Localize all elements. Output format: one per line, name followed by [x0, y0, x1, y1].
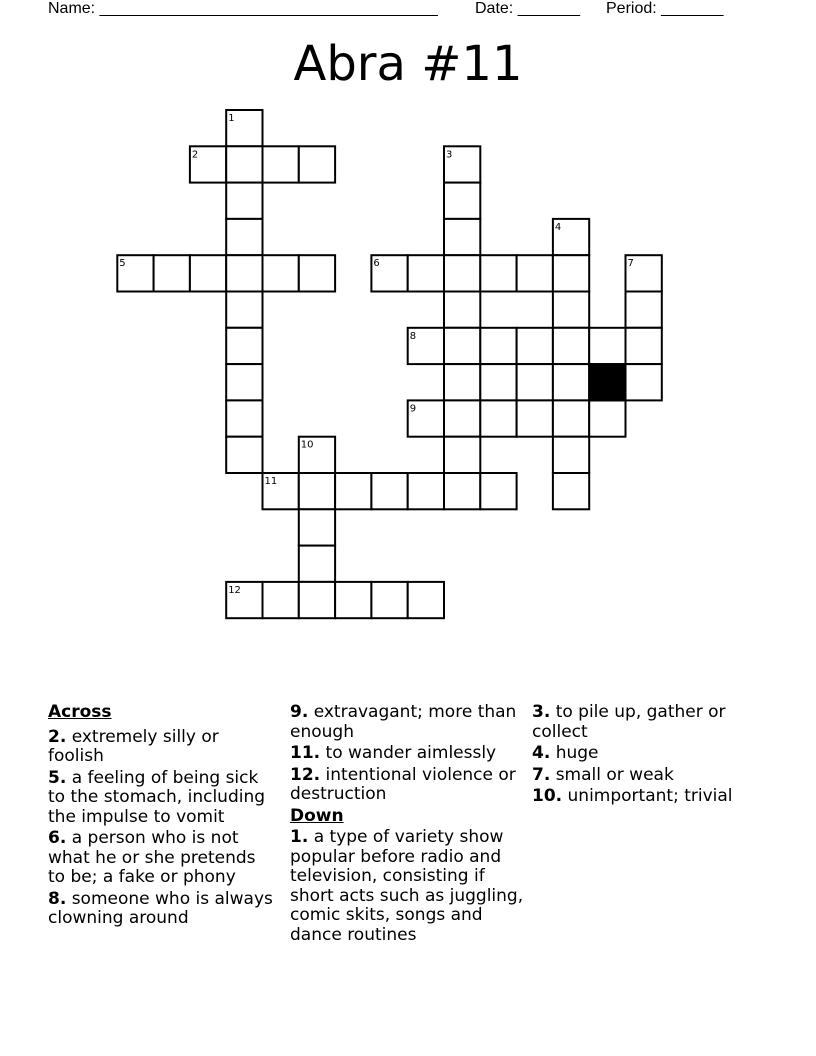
grid-cell[interactable] — [299, 473, 335, 509]
grid-cell[interactable] — [553, 255, 589, 291]
grid-cell[interactable] — [154, 255, 190, 291]
clue-number: 3. — [532, 702, 551, 722]
grid-cell[interactable] — [371, 473, 407, 509]
grid-cell[interactable] — [226, 183, 262, 219]
grid-cell[interactable] — [444, 473, 480, 509]
grid-cell[interactable] — [408, 473, 444, 509]
clue-item — [532, 744, 762, 764]
grid-cell[interactable] — [299, 582, 335, 618]
clue-number: 10. — [532, 786, 563, 806]
clues-column-3 — [532, 703, 762, 809]
clue-item — [48, 829, 276, 888]
grid-cell[interactable] — [480, 400, 516, 436]
across-heading: Across — [48, 702, 112, 722]
cell-number: 3 — [446, 149, 453, 161]
grid-cell[interactable] — [553, 328, 589, 364]
clue-text: small or weak — [550, 764, 674, 785]
grid-cell[interactable] — [626, 292, 662, 328]
grid-cell[interactable] — [480, 328, 516, 364]
grid-cell[interactable] — [444, 183, 480, 219]
grid-cell[interactable] — [444, 292, 480, 328]
clue-number: 5. — [48, 767, 67, 788]
cell-number: 11 — [264, 476, 278, 487]
grid-cell[interactable] — [444, 328, 480, 364]
grid-cell[interactable] — [480, 473, 516, 509]
clue-number: 6. — [48, 828, 67, 848]
grid-cell[interactable] — [553, 437, 589, 473]
grid-cell[interactable] — [299, 509, 335, 545]
grid-cell[interactable] — [299, 255, 335, 291]
grid-cell[interactable] — [263, 146, 299, 182]
cell-number: 9 — [409, 403, 417, 415]
grid-cell[interactable] — [335, 473, 371, 509]
clue-item — [290, 828, 528, 945]
cell-number: 6 — [373, 258, 380, 270]
clue-item — [532, 787, 762, 807]
clue-number: 2. — [48, 726, 67, 747]
period-field[interactable]: Period: _______ — [606, 0, 724, 17]
grid-cell[interactable] — [517, 364, 553, 400]
cell-number: 7 — [627, 258, 634, 270]
grid-cell[interactable] — [444, 400, 480, 436]
cell-number: 5 — [119, 258, 126, 270]
down-heading: Down — [290, 805, 344, 826]
grid-cell[interactable] — [226, 292, 262, 328]
clue-number: 12. — [290, 764, 321, 785]
grid-cell[interactable] — [263, 255, 299, 291]
clue-text: a type of variety show popular before radio and television, consisting if short acts such as juggling, comic skits, songs and dance routines — [290, 827, 529, 945]
clue-text: a person who is not what he or she pretends to be; a fake or phony — [48, 828, 261, 887]
clues-column-1 — [48, 702, 279, 931]
grid-cell[interactable] — [263, 582, 299, 618]
cell-number: 4 — [554, 221, 562, 233]
clue-text: a feeling of being sick to the stomach, including the impulse to vomit — [48, 767, 271, 827]
clue-number: 1. — [290, 827, 309, 847]
grid-cell[interactable] — [444, 219, 480, 255]
clue-text: to wander aimlessly — [320, 743, 497, 763]
cell-number: 1 — [228, 113, 235, 124]
clue-item — [532, 703, 762, 742]
clue-text: someone who is always clowning around — [48, 888, 279, 928]
grid-cell[interactable] — [444, 437, 480, 473]
clue-text: to pile up, gather or collect — [532, 702, 731, 742]
grid-cell[interactable] — [226, 255, 262, 291]
clue-item — [532, 766, 762, 786]
grid-cell[interactable] — [444, 255, 480, 291]
grid-cell[interactable] — [553, 400, 589, 436]
clue-number: 9. — [290, 702, 309, 722]
grid-cell[interactable] — [589, 328, 625, 364]
grid-cell[interactable] — [408, 582, 444, 618]
grid-cell[interactable] — [480, 364, 516, 400]
grid-cell[interactable] — [299, 146, 335, 182]
clue-item — [48, 888, 279, 929]
cell-number: 2 — [191, 149, 199, 161]
clues-column-2 — [290, 703, 528, 947]
grid-cell[interactable] — [190, 255, 226, 291]
name-field[interactable]: Name: ______________________________________ — [48, 0, 438, 17]
grid-cell[interactable] — [299, 546, 335, 582]
grid-cell[interactable] — [226, 146, 262, 182]
grid-cell[interactable] — [517, 255, 553, 291]
grid-cell[interactable] — [517, 400, 553, 436]
grid-cell[interactable] — [553, 364, 589, 400]
grid-cell[interactable] — [226, 400, 262, 436]
grid-cell[interactable] — [480, 255, 516, 291]
clue-text: extremely silly or foolish — [48, 726, 225, 766]
grid-cell[interactable] — [626, 328, 662, 364]
cell-number: 8 — [409, 330, 417, 342]
clue-number: 11. — [290, 743, 321, 763]
cell-number: 12 — [228, 584, 241, 596]
grid-cell[interactable] — [226, 219, 262, 255]
clue-number: 7. — [532, 764, 551, 785]
clue-text: unimportant; trivial — [562, 786, 733, 806]
grid-cell[interactable] — [444, 364, 480, 400]
grid-cell[interactable] — [226, 364, 262, 400]
clue-item — [290, 703, 528, 742]
clue-text: intentional violence or destruction — [290, 764, 522, 804]
page-title: Abra #11 — [293, 36, 523, 92]
grid-cell[interactable] — [408, 255, 444, 291]
grid-cell[interactable] — [335, 582, 371, 618]
grid-cell[interactable] — [226, 437, 262, 473]
grid-cell[interactable] — [589, 400, 625, 436]
grid-cell[interactable] — [626, 364, 662, 400]
grid-cell[interactable] — [517, 328, 553, 364]
clue-number: 8. — [48, 888, 67, 909]
clue-item — [290, 766, 528, 805]
cell-number: 10 — [300, 439, 314, 451]
grid-cell[interactable] — [226, 328, 262, 364]
clue-number: 4. — [532, 743, 551, 763]
clue-item — [48, 769, 276, 828]
clue-text: huge — [550, 743, 599, 763]
date-field[interactable]: Date: _______ — [475, 0, 580, 17]
clue-item — [290, 744, 528, 764]
clue-text: extravagant; more than enough — [290, 702, 522, 742]
grid-cell[interactable] — [371, 582, 407, 618]
clue-item — [48, 728, 276, 767]
grid-cell[interactable] — [553, 292, 589, 328]
grid-cell[interactable] — [553, 473, 589, 509]
black-cell — [589, 364, 625, 400]
